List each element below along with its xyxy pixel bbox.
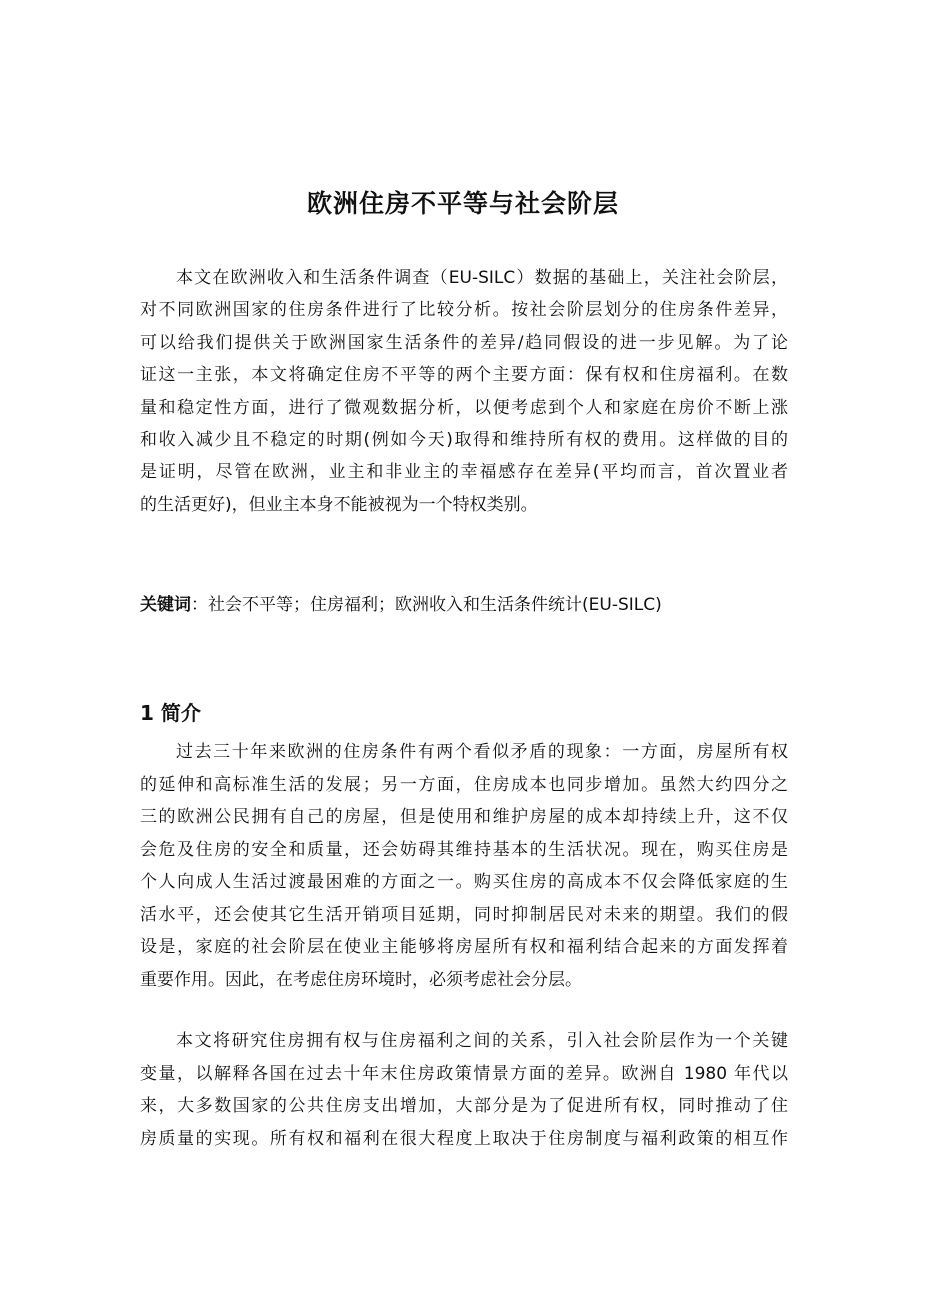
- abstract-line: 是证明，尽管在欧洲，业主和非业主的幸福感存在差异(平均而言，首次置业者: [140, 462, 788, 483]
- paragraph-line: 房质量的实现。所有权和福利在很大程度上取决于住房制度与福利政策的相互作: [140, 1128, 788, 1149]
- abstract-line: 和收入减少且不稳定的时期(例如今天)取得和维持所有权的费用。这样做的目的: [140, 430, 788, 451]
- paragraph-line: 变量，以解释各国在过去十年末住房政策情景方面的差异。欧洲自 1980 年代以: [140, 1063, 788, 1084]
- abstract-line: 证这一主张，本文将确定住房不平等的两个主要方面：保有权和住房福利。在数: [140, 365, 788, 386]
- abstract-line: 对不同欧洲国家的住房条件进行了比较分析。按社会阶层划分的住房条件差异，: [140, 300, 788, 321]
- abstract-line: 可以给我们提供关于欧洲国家生活条件的差异/趋同假设的进一步见解。为了论: [140, 332, 788, 353]
- paragraph-line: 来，大多数国家的公共住房支出增加，大部分是为了促进所有权，同时推动了住: [140, 1096, 788, 1116]
- paragraph-line: 重要作用。因此，在考虑住房环境时，必须考虑社会分层。: [140, 969, 582, 990]
- keywords-line: [140, 592, 662, 618]
- paragraph-line: 会危及住房的安全和质量，还会妨碍其维持基本的生活状况。现在，购买住房是: [140, 839, 788, 860]
- paragraph-line: 三的欧洲公民拥有自己的房屋，但是使用和维护房屋的成本却持续上升，这不仅: [140, 807, 788, 827]
- section-heading-introduction: 1 简介: [140, 700, 201, 725]
- paragraph-line: 设是，家庭的社会阶层在使业主能够将房屋所有权和福利结合起来的方面发挥着: [140, 937, 788, 957]
- paragraph-line: 个人向成人生活过渡最困难的方面之一。购买住房的高成本不仅会降低家庭的生: [140, 872, 788, 892]
- abstract-paragraph: [140, 262, 788, 521]
- paper-title: 欧洲住房不平等与社会阶层: [306, 188, 619, 218]
- abstract-line: 量和稳定性方面，进行了微观数据分析，以便考虑到个人和家庭在房价不断上涨: [140, 397, 788, 418]
- paragraph-line: 的延伸和高标准生活的发展；另一方面，住房成本也同步增加。虽然大约四分之: [140, 774, 788, 795]
- intro-paragraph-2: [140, 1025, 788, 1155]
- keywords-text: 社会不平等；住房福利；欧洲收入和生活条件统计(EU-SILC): [208, 595, 662, 615]
- paragraph-line: 本文将研究住房拥有权与住房福利之间的关系，引入社会阶层作为一个关键: [176, 1031, 788, 1051]
- paragraph-line: 过去三十年来欧洲的住房条件有两个看似矛盾的现象：一方面，房屋所有权: [176, 742, 788, 762]
- paragraph-line: 活水平，还会使其它生活开销项目延期，同时抑制居民对未来的期望。我们的假: [140, 904, 788, 925]
- keywords-label: 关键词: [140, 595, 191, 615]
- keywords-separator: ：: [191, 595, 208, 615]
- intro-paragraph-1: [140, 736, 788, 996]
- abstract-line: 的生活更好)，但业主本身不能被视为一个特权类别。: [140, 494, 538, 515]
- abstract-line: 本文在欧洲收入和生活条件调查（EU-SILC）数据的基础上，关注社会阶层，: [176, 268, 788, 288]
